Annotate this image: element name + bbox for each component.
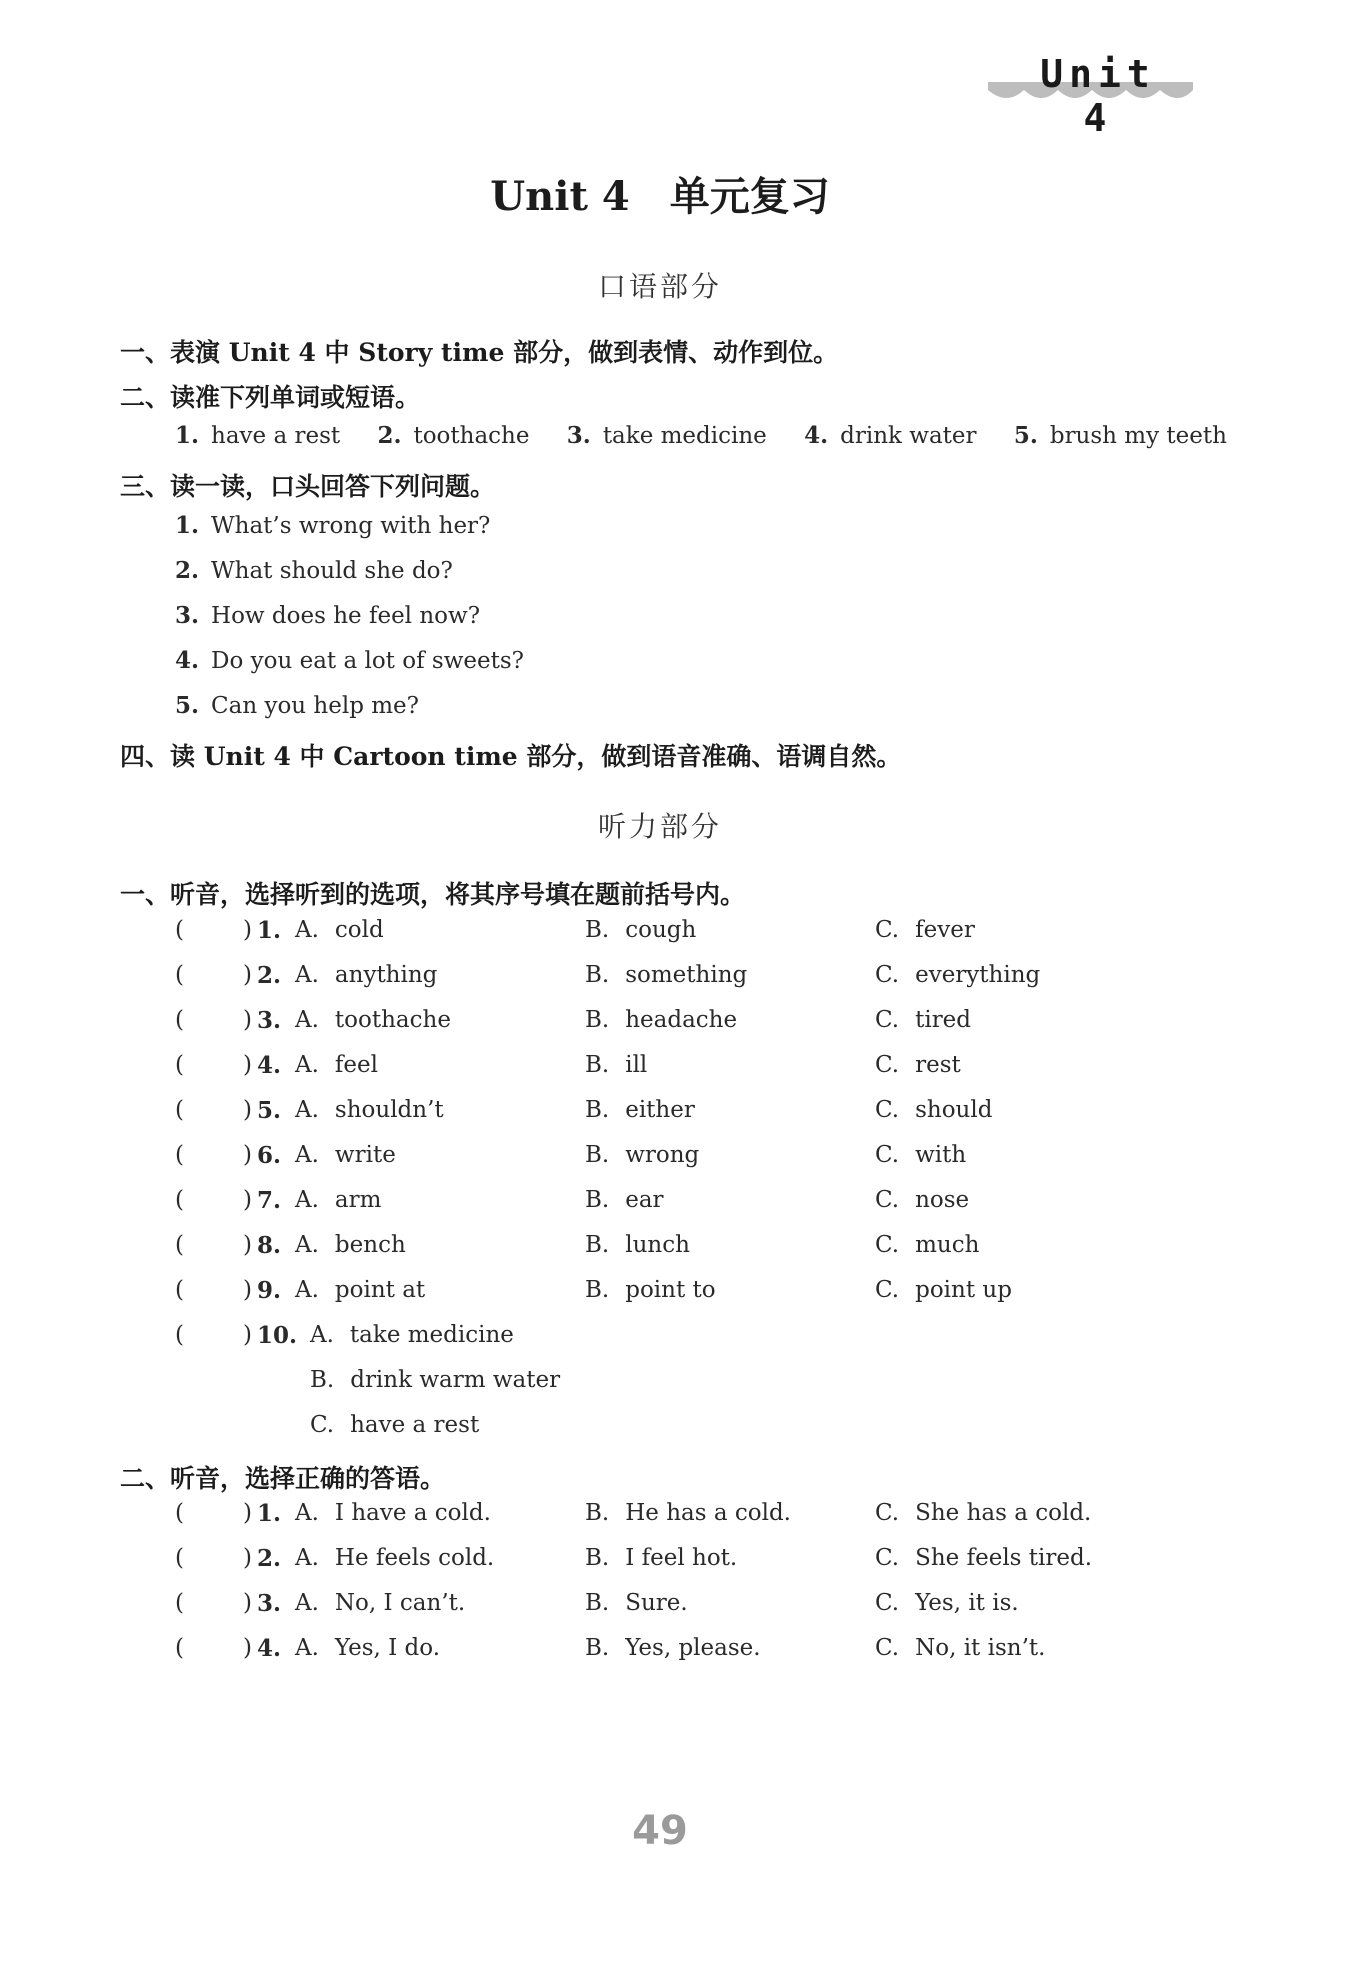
- answer-bracket-left: (: [175, 1322, 184, 1348]
- option-b: B. drink warm water: [310, 1367, 561, 1393]
- option-c: C. point up: [875, 1277, 1012, 1303]
- answer-bracket-right: ): [243, 1590, 252, 1616]
- option-c: C. rest: [875, 1052, 961, 1078]
- question-row: [175, 1232, 1175, 1264]
- question-number: 6.: [257, 1142, 282, 1169]
- question-item: 2. What should she do?: [175, 557, 453, 584]
- question-number: 9.: [257, 1277, 282, 1304]
- question-row: [175, 917, 1175, 949]
- answer-bracket-left: (: [175, 1142, 184, 1168]
- option-c: C. have a rest: [310, 1412, 480, 1438]
- question-row: [175, 962, 1175, 994]
- option-b: B. cough: [585, 917, 697, 943]
- option-c: C. should: [875, 1097, 993, 1123]
- option-a: A. point at: [295, 1277, 426, 1303]
- answer-bracket-right: ): [243, 1007, 252, 1033]
- option-b: B. headache: [585, 1007, 738, 1033]
- answer-bracket-left: (: [175, 917, 184, 943]
- listening-part-1-heading: 一、听音，选择听到的选项，将其序号填在题前括号内。: [120, 880, 746, 909]
- phrase-item: drink water: [840, 423, 977, 449]
- question-row-10: [175, 1322, 1175, 1354]
- option-a: A. cold: [295, 917, 384, 943]
- question-item: 4. Do you eat a lot of sweets?: [175, 647, 524, 674]
- answer-bracket-right: ): [243, 1097, 252, 1123]
- question-number: 7.: [257, 1187, 282, 1214]
- option-c: C. fever: [875, 917, 975, 943]
- question-number: 1.: [257, 917, 282, 944]
- answer-bracket-left: (: [175, 1590, 184, 1616]
- option-b: B. ill: [585, 1052, 648, 1078]
- question-row: [175, 1500, 1175, 1532]
- option-a: A. write: [295, 1142, 396, 1168]
- phrase-item: take medicine: [602, 423, 767, 449]
- option-a: A. I have a cold.: [295, 1500, 491, 1526]
- question-row: [175, 1545, 1175, 1577]
- question-number: 1.: [257, 1500, 282, 1527]
- question-number: 3.: [257, 1007, 282, 1034]
- option-b: B. I feel hot.: [585, 1545, 738, 1571]
- question-row: [175, 1142, 1175, 1174]
- answer-bracket-left: (: [175, 1052, 184, 1078]
- page-number: 49: [632, 1808, 688, 1854]
- question-number: 4.: [257, 1635, 282, 1662]
- oral-task-3: 三、读一读，口头回答下列问题。: [120, 472, 496, 501]
- answer-bracket-right: ): [243, 1635, 252, 1661]
- question-number: 10.: [257, 1322, 298, 1349]
- answer-bracket-left: (: [175, 1007, 184, 1033]
- question-row: [175, 1277, 1175, 1309]
- answer-bracket-right: ): [243, 1277, 252, 1303]
- option-c: C. Yes, it is.: [875, 1590, 1019, 1616]
- option-a: A. bench: [295, 1232, 406, 1258]
- option-b: B. Yes, please.: [585, 1635, 761, 1661]
- option-b: B. ear: [585, 1187, 664, 1213]
- option-b: B. He has a cold.: [585, 1500, 791, 1526]
- option-b: B. Sure.: [585, 1590, 688, 1616]
- option-a: A. shouldn’t: [295, 1097, 444, 1123]
- oral-task-2: 二、读准下列单词或短语。: [120, 383, 421, 412]
- option-c: C. nose: [875, 1187, 970, 1213]
- answer-bracket-right: ): [243, 917, 252, 943]
- option-c: C. No, it isn’t.: [875, 1635, 1046, 1661]
- answer-bracket-right: ): [243, 1500, 252, 1526]
- answer-bracket-left: (: [175, 1097, 184, 1123]
- option-b: B. lunch: [585, 1232, 690, 1258]
- option-a: A. He feels cold.: [295, 1545, 495, 1571]
- option-c: C. everything: [875, 962, 1041, 988]
- answer-bracket-left: (: [175, 962, 184, 988]
- question-row: [175, 1097, 1175, 1129]
- answer-bracket-left: (: [175, 1187, 184, 1213]
- question-item: 5. Can you help me?: [175, 692, 419, 719]
- question-number: 8.: [257, 1232, 282, 1259]
- question-row: [175, 1052, 1175, 1084]
- question-item: 3. How does he feel now?: [175, 602, 481, 629]
- option-a: A. arm: [295, 1187, 382, 1213]
- question-number: 4.: [257, 1052, 282, 1079]
- answer-bracket-right: ): [243, 1052, 252, 1078]
- listening-part-2-heading: 二、听音，选择正确的答语。: [120, 1464, 446, 1493]
- option-a: A. Yes, I do.: [295, 1635, 441, 1661]
- question-item: 1. What’s wrong with her?: [175, 512, 491, 539]
- option-a: A. take medicine: [310, 1322, 514, 1348]
- answer-bracket-left: (: [175, 1232, 184, 1258]
- question-number: 5.: [257, 1097, 282, 1124]
- option-b: B. something: [585, 962, 748, 988]
- oral-task-4: 四、读 Unit 4 中 Cartoon time 部分，做到语音准确、语调自然。: [120, 742, 902, 771]
- option-b: B. point to: [585, 1277, 716, 1303]
- option-c: C. She feels tired.: [875, 1545, 1093, 1571]
- answer-bracket-right: ): [243, 1232, 252, 1258]
- option-c: C. with: [875, 1142, 967, 1168]
- option-b: B. wrong: [585, 1142, 700, 1168]
- option-c: C. tired: [875, 1007, 972, 1033]
- answer-bracket-right: ): [243, 1322, 252, 1348]
- question-row: [175, 1007, 1175, 1039]
- answer-bracket-right: ): [243, 1142, 252, 1168]
- option-c: C. much: [875, 1232, 980, 1258]
- phrase-list: 1. have a rest 2. toothache 3. take medicine 4. drink water 5. brush my teeth: [175, 422, 1227, 449]
- answer-bracket-right: ): [243, 1187, 252, 1213]
- question-row: [175, 1590, 1175, 1622]
- oral-task-1: 一、表演 Unit 4 中 Story time 部分，做到表情、动作到位。: [120, 338, 839, 367]
- answer-bracket-left: (: [175, 1545, 184, 1571]
- question-number: 2.: [257, 962, 282, 989]
- option-a: A. feel: [295, 1052, 379, 1078]
- option-a: A. toothache: [295, 1007, 451, 1033]
- option-b: B. either: [585, 1097, 695, 1123]
- phrase-item: have a rest: [211, 423, 341, 449]
- phrase-item: brush my teeth: [1049, 423, 1227, 449]
- phrase-item: toothache: [413, 423, 530, 449]
- question-row: [175, 1635, 1175, 1667]
- question-number: 2.: [257, 1545, 282, 1572]
- unit-badge: [988, 52, 1193, 140]
- answer-bracket-left: (: [175, 1500, 184, 1526]
- option-a: A. anything: [295, 962, 438, 988]
- question-number: 3.: [257, 1590, 282, 1617]
- answer-bracket-left: (: [175, 1277, 184, 1303]
- option-a: A. No, I can’t.: [295, 1590, 466, 1616]
- page-title: Unit 4 单元复习: [490, 173, 830, 220]
- answer-bracket-right: ): [243, 1545, 252, 1571]
- listening-section-title: 听力部分: [597, 810, 722, 843]
- answer-bracket-left: (: [175, 1635, 184, 1661]
- unit-badge-label: Unit 4: [1040, 52, 1156, 140]
- question-row: [175, 1187, 1175, 1219]
- option-c: C. She has a cold.: [875, 1500, 1092, 1526]
- oral-section-title: 口语部分: [597, 270, 722, 303]
- answer-bracket-right: ): [243, 962, 252, 988]
